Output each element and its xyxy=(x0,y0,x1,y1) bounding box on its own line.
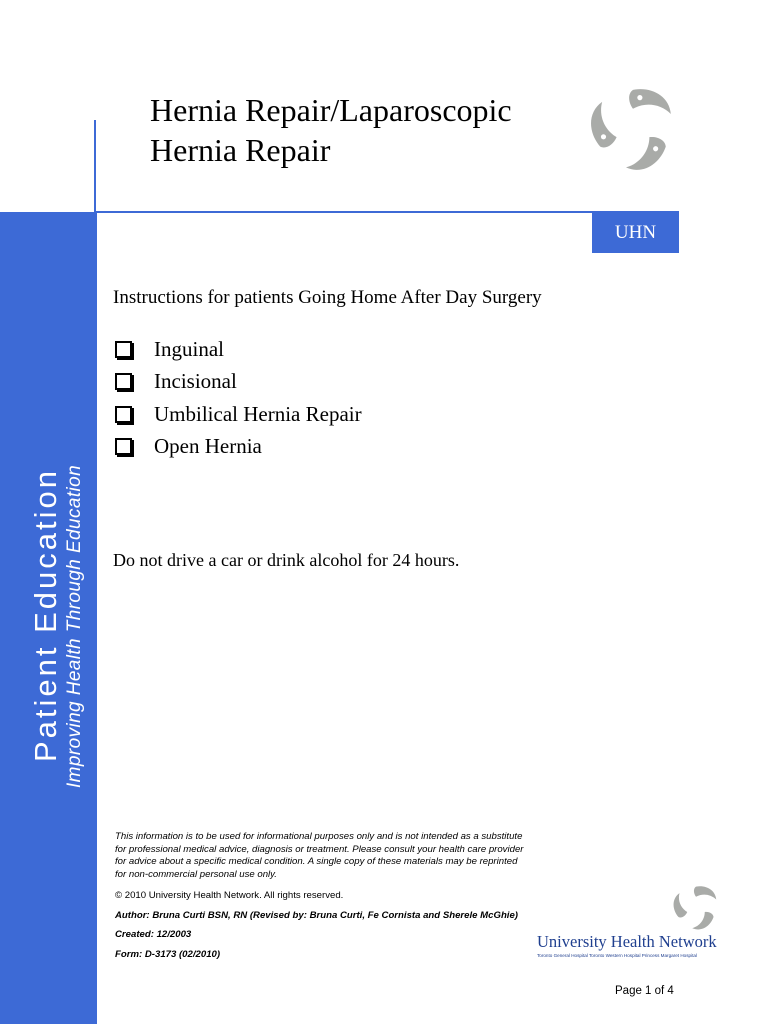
checklist-item xyxy=(113,366,362,399)
checklist-item-label: Incisional xyxy=(154,369,237,394)
sidebar-title: Patient Education xyxy=(28,467,63,762)
footer-fineprint xyxy=(115,831,525,961)
checkbox-icon xyxy=(115,406,132,423)
driving-alcohol-warning: Do not drive a car or drink alcohol for 24 hours. xyxy=(113,550,460,570)
page-title-line-1: Hernia Repair/Laparoscopic xyxy=(150,92,512,128)
copyright-text: © 2010 University Health Network. All rights reserved. xyxy=(115,890,344,901)
instructions-subtitle: Instructions for patients Going Home After Day Surgery xyxy=(113,287,542,308)
disclaimer-text: This information is to be used for informational purposes only and is not intended as a substitute for professional medical advice, diagnosis or treatment. Please consult your health care provider for advice about a specific medical condition. A single copy of these materials may be reprinted for non-commercial personal use only. xyxy=(115,831,524,880)
created-line xyxy=(115,929,525,942)
checklist-item xyxy=(113,431,362,464)
author-value: Bruna Curti BSN, RN (Revised by: Bruna Curti, Fe Cornista and Sherele McGhie) xyxy=(152,909,518,921)
page-title xyxy=(150,90,512,170)
created-value: 12/2003 xyxy=(156,929,192,940)
checklist-item-label: Open Hernia xyxy=(154,434,262,459)
page-title-line-2: Hernia Repair xyxy=(150,132,331,168)
header-vertical-rule xyxy=(94,120,96,212)
uhn-swirl-logo-icon xyxy=(590,78,676,174)
checkbox-icon xyxy=(115,341,132,358)
checkbox-icon xyxy=(115,438,132,455)
created-label: Created: xyxy=(115,929,154,940)
organization-name: University Health Network xyxy=(537,932,717,951)
form-line xyxy=(115,949,525,962)
author-label: Author: xyxy=(115,909,150,921)
author-line xyxy=(115,910,525,923)
checklist-item xyxy=(113,398,362,431)
checklist-item xyxy=(113,333,362,366)
form-label: Form: xyxy=(115,948,143,960)
checklist-item-label: Inguinal xyxy=(154,336,224,361)
form-value: D-3173 (02/2010) xyxy=(144,948,221,960)
checklist-item-label: Umbilical Hernia Repair xyxy=(154,401,362,426)
uhn-swirl-logo-icon xyxy=(673,882,719,930)
hernia-type-checklist xyxy=(113,333,362,463)
checkbox-icon xyxy=(115,373,132,390)
sidebar-tagline: Improving Health Through Education xyxy=(64,464,85,788)
organization-hospitals: Toronto General Hospital Toronto Western Hospital Princess Margaret Hospital xyxy=(537,953,697,958)
uhn-badge: UHN xyxy=(592,213,679,253)
page-number: Page 1 of 4 xyxy=(615,985,674,997)
